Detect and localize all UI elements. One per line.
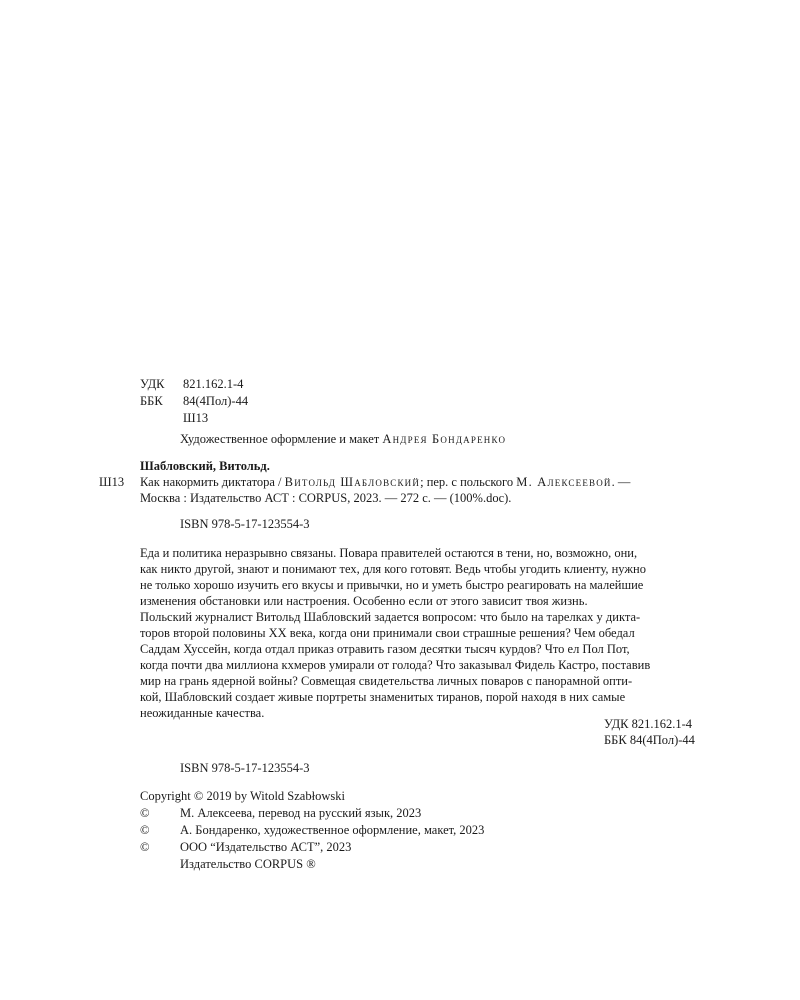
annotation — [140, 545, 712, 721]
bbk-row — [140, 393, 248, 410]
bbk-value: 84(4Пол)-44 — [183, 394, 249, 408]
annotation-line: мир на грань ядерной войны? Совмещая свидетельства личных поваров с панорамной опти- — [140, 674, 633, 688]
classification-block — [140, 376, 248, 427]
bibliographic-line-2: Москва : Издательство АСТ : CORPUS, 2023. — 272 с. — (100%.doc). — [140, 491, 512, 505]
design-credit-prefix: Художественное оформление и макет — [180, 432, 380, 446]
translator-name: М. Алексеевой — [516, 475, 612, 489]
udk-value: 821.162.1-4 — [183, 377, 244, 391]
translation-note: ; пер. с польского — [420, 475, 517, 489]
annotation-line: когда почти два миллиона кхмеров умирали от голода? Что заказывал Фидель Кастро, поставив — [140, 658, 651, 672]
annotation-paragraph-2 — [140, 609, 712, 721]
copyright-row — [140, 856, 484, 873]
copyright-text: ООО “Издательство АСТ”, 2023 — [180, 840, 352, 854]
publisher-imprint: Издательство CORPUS ® — [180, 857, 316, 871]
annotation-line: Еда и политика неразрывно связаны. Повара правителей остаются в тени, но, возможно, они, — [140, 546, 638, 560]
author-heading: Шабловский, Витольд. — [140, 459, 270, 473]
annotation-line: Польский журналист Витольд Шабловский задается вопросом: что было на тарелках у дикта- — [140, 610, 641, 624]
annotation-line: как никто другой, знают и понимают тех, для кого готовят. Ведь чтобы угодить клиенту, нужно — [140, 562, 646, 576]
udk-row — [140, 376, 248, 393]
designer-name: Андрея Бондаренко — [382, 432, 507, 446]
annotation-line: Саддам Хуссейн, когда отдал приказ отравить газом десятки тысяч курдов? Что ел Пол Пот, — [140, 642, 630, 656]
copyright-text: А. Бондаренко, художественное оформление, макет, 2023 — [180, 823, 485, 837]
copyright-row — [140, 822, 484, 839]
book-author: Витольд Шабловский — [284, 475, 421, 489]
annotation-line: кой, Шабловский создает живые портреты знаменитых тиранов, порой находя в них самые — [140, 690, 626, 704]
annotation-line: изменения обстановки или настроения. Особенно если от этого зависит твоя жизнь. — [140, 594, 588, 608]
annotation-line: не только хорошо изучить его вкусы и привычки, но и уметь быстро реагировать на малейшие — [140, 578, 644, 592]
margin-author-code: Ш13 — [99, 475, 125, 489]
line1-end: . — — [611, 475, 631, 489]
classification-bottom — [604, 716, 724, 748]
copyright-symbol: © — [140, 840, 150, 854]
copyright-original: Copyright © 2019 by Witold Szabłowski — [140, 789, 345, 803]
bbk-label: ББК — [140, 394, 163, 408]
copyright-symbol: © — [140, 823, 150, 837]
bibliographic-line-1 — [140, 474, 630, 490]
copyright-block — [140, 788, 484, 873]
annotation-line: торов второй половины XX века, когда они принимали свои страшные решения? Чем обедал — [140, 626, 635, 640]
book-title: Как накормить диктатора / — [140, 475, 285, 489]
isbn-top: ISBN 978-5-17-123554-3 — [180, 517, 310, 531]
copyright-text: М. Алексеева, перевод на русский язык, 2023 — [180, 806, 422, 820]
bbk-bottom: ББК 84(4Пол)-44 — [604, 733, 695, 747]
isbn-bottom: ISBN 978-5-17-123554-3 — [180, 761, 310, 775]
annotation-line: неожиданные качества. — [140, 706, 265, 720]
udk-bottom: УДК 821.162.1-4 — [604, 717, 692, 731]
author-mark-row — [140, 410, 248, 427]
author-mark: Ш13 — [183, 411, 209, 425]
copyright-row — [140, 839, 484, 856]
design-credit — [180, 431, 506, 447]
udk-label: УДК — [140, 377, 165, 391]
copyright-row — [140, 805, 484, 822]
annotation-paragraph-1 — [140, 545, 712, 609]
copyright-symbol: © — [140, 806, 150, 820]
